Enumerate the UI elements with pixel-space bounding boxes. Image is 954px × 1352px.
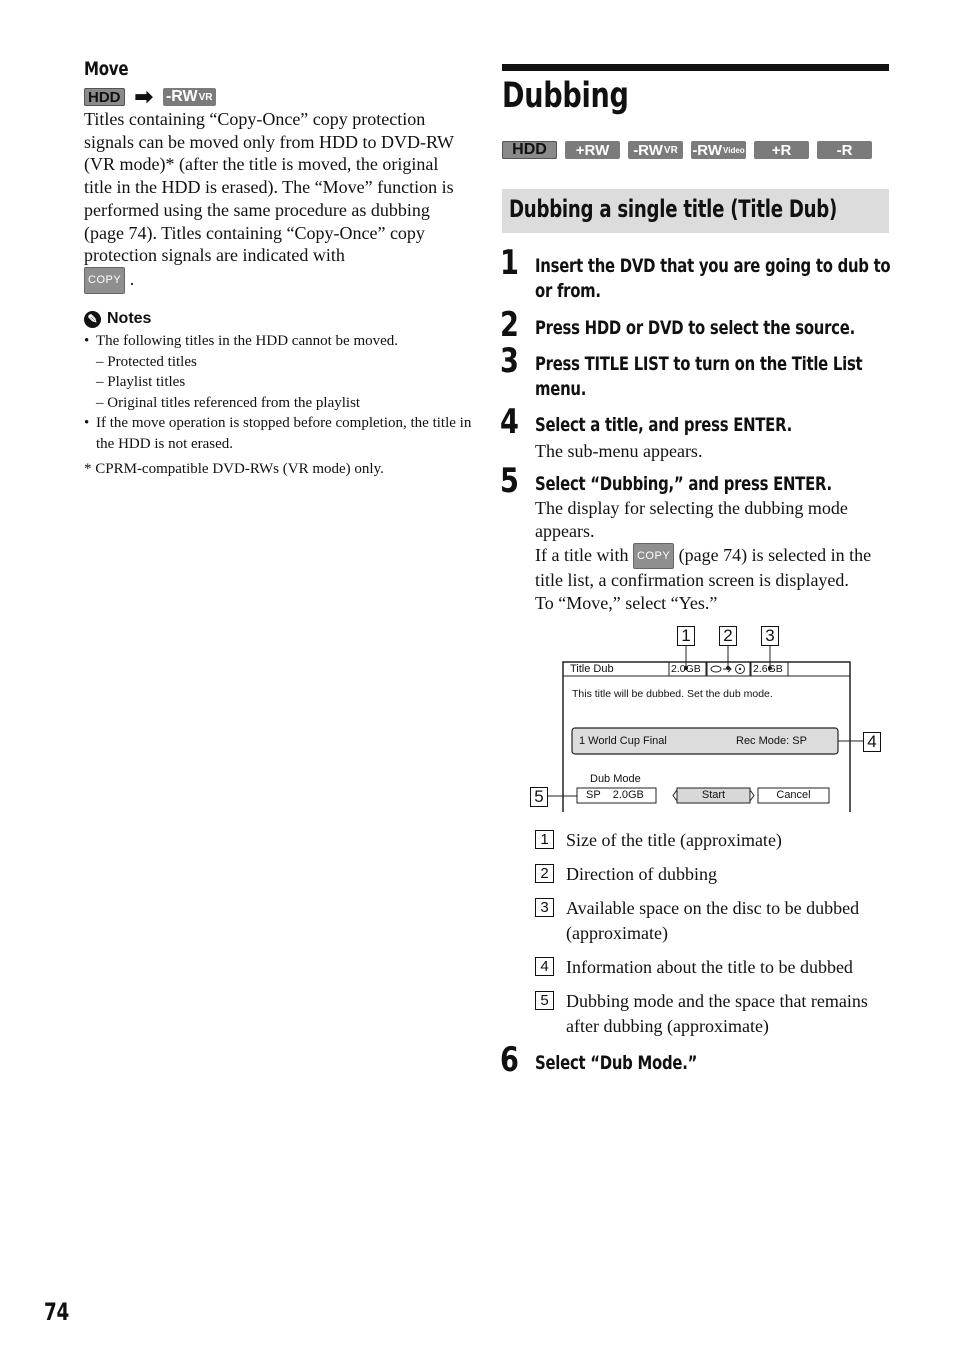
page-number: 74	[44, 1298, 70, 1326]
minus-r-badge: -R	[817, 141, 872, 159]
callout-2: 2	[719, 626, 737, 646]
legend-number: 2	[535, 864, 554, 883]
step-4-text: Select a title, and press ENTER.	[535, 414, 792, 436]
callout-5: 5	[530, 787, 548, 807]
step-3-text: Press TITLE LIST to turn on the Title List menu.	[535, 353, 863, 400]
note-item: • If the move operation is stopped before completion, the title in the HDD is not erased.	[84, 413, 474, 454]
rec-mode: Rec Mode: SP	[736, 735, 807, 747]
copy-icon: COPY	[84, 267, 125, 294]
legend-item: 1 Size of the title (approximate)	[535, 828, 895, 856]
copy-icon: COPY	[633, 543, 674, 570]
callout-3: 3	[761, 626, 779, 646]
step-6-text: Select “Dub Mode.”	[535, 1052, 698, 1074]
footnote: * CPRM-compatible DVD-RWs (VR mode) only.	[84, 461, 384, 477]
notes-icon: ✎	[84, 311, 101, 328]
step-number: 4	[500, 402, 519, 442]
legend-number: 1	[535, 830, 554, 849]
arrow-right-icon: ➡	[134, 84, 153, 109]
legend-item: 3 Available space on the disc to be dubbed (approximate)	[535, 896, 895, 948]
callout-1: 1	[677, 626, 695, 646]
move-paragraph: Titles containing “Copy-Once” copy protection signals can be moved only from HDD to DVD-RW (VR mode)* (after the title is moved, the original title in the HDD is erased). The “Move” function is performed using the same procedure as dubbing (page 74). Titles containing “Copy-Once” copy protection signals are indicated with COPY .	[84, 108, 470, 294]
available-space: 2.6GB	[753, 663, 783, 675]
legend-item: 5 Dubbing mode and the space that remains after dubbing (approximate)	[535, 989, 895, 1041]
note-item: • The following titles in the HDD cannot be moved.	[84, 331, 474, 352]
hdd-badge: HDD	[84, 88, 125, 106]
cancel-button: Cancel	[776, 789, 811, 801]
step-number: 6	[500, 1040, 519, 1080]
step-1-text: Insert the DVD that you are going to dub to or from.	[535, 255, 891, 302]
title-dub-screen-diagram	[528, 622, 888, 814]
screen-message: This title will be dubbed. Set the dub mode.	[572, 688, 773, 700]
step-number: 2	[500, 305, 519, 345]
dub-mode-value: SP 2.0GB	[586, 789, 644, 801]
diagram-lines	[528, 622, 888, 814]
step-2-text: Press HDD or DVD to select the source.	[535, 317, 855, 339]
step-4-body: The sub-menu appears.	[535, 441, 703, 461]
move-heading: Move	[84, 58, 129, 80]
minus-rw-video-badge: -RW Video	[692, 141, 745, 159]
legend-item: 2 Direction of dubbing	[535, 862, 895, 890]
legend-item: 4 Information about the title to be dubbed	[535, 955, 895, 983]
legend-number: 5	[535, 991, 554, 1010]
title-name: 1 World Cup Final	[579, 735, 667, 747]
legend-number: 3	[535, 898, 554, 917]
plus-rw-badge: +RW	[565, 141, 620, 159]
notes-list	[84, 331, 474, 454]
callout-4: 4	[863, 732, 881, 752]
hdd-badge: HDD	[502, 141, 557, 159]
minus-rw-vr-badge: -RW VR	[628, 141, 683, 159]
step-number: 1	[500, 243, 519, 283]
note-sub-item: – Playlist titles	[96, 374, 186, 390]
legend-number: 4	[535, 957, 554, 976]
plus-r-badge: +R	[754, 141, 809, 159]
step-5-text: Select “Dubbing,” and press ENTER.	[535, 473, 832, 495]
step-5-body: The display for selecting the dubbing mode appears. If a title with COPY (page 74) is selected in the title list, a confirmation screen is displayed. To “Move,” select “Yes.”	[535, 498, 872, 614]
format-badges	[502, 141, 872, 159]
page-title: Dubbing	[502, 76, 629, 116]
dub-mode-label: Dub Mode	[590, 773, 641, 785]
title-rule	[502, 64, 889, 71]
rw-vr-badge: -RW VR	[163, 88, 216, 106]
notes-heading: ✎ Notes	[84, 310, 151, 328]
section-title: Dubbing a single title (Title Dub)	[509, 195, 838, 223]
title-size: 2.0GB	[671, 663, 701, 675]
note-sub-item: – Protected titles	[96, 353, 197, 370]
move-format-badges	[84, 84, 216, 109]
screen-title: Title Dub	[570, 663, 614, 675]
step-number: 3	[500, 341, 519, 381]
note-sub-item: – Original titles referenced from the playlist	[96, 394, 361, 411]
step-number: 5	[500, 461, 519, 501]
start-button: Start	[701, 789, 726, 801]
